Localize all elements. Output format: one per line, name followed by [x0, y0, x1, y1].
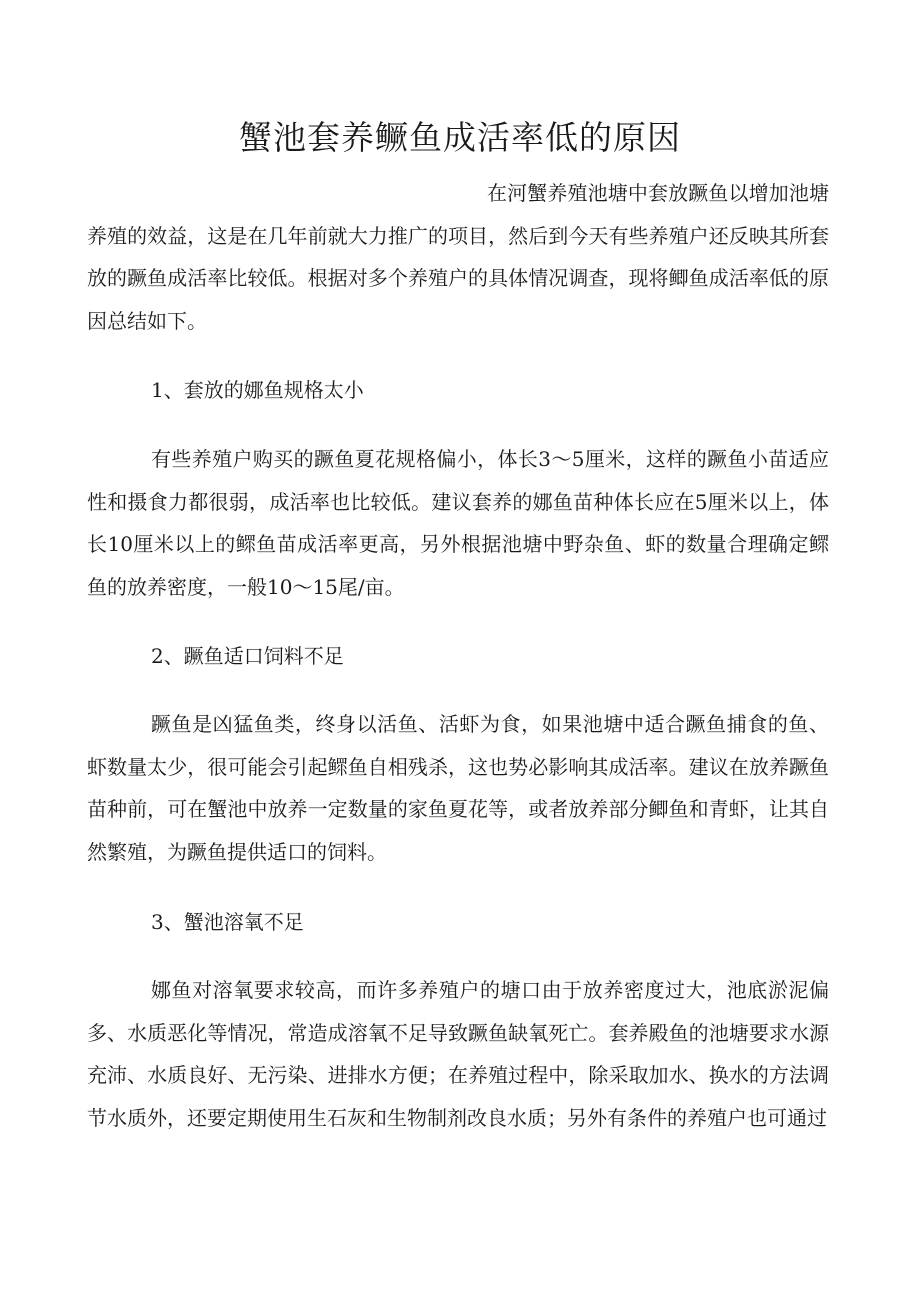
section-paragraph-2: 蹶鱼是凶猛鱼类，终身以活鱼、活虾为食，如果池塘中适合蹶鱼捕食的鱼、虾数量太少，很可能会引起鳏鱼自相残杀，这也势必影响其成活率。建议在放养蹶鱼苗种前，可在蟹池中放养一定数量的家鱼夏花等，或者放养部分鲫鱼和青虾，让其自然繁殖，为蹶鱼提供适口的饲料。 [87, 712, 829, 864]
document-title: 蟹池套养鳜鱼成活率低的原因 [239, 118, 681, 157]
section-heading-2: 2、蹶鱼适口饲料不足 [151, 644, 344, 668]
section-heading-3: 3、蟹池溶氧不足 [151, 910, 304, 934]
section-paragraph-3: 娜鱼对溶氧要求较高，而许多养殖户的塘口由于放养密度过大，池底淤泥偏多、水质恶化等情况，常造成溶氧不足导致蹶鱼缺氧死亡。套养殿鱼的池塘要求水源充沛、水质良好、无污染、进排水方便；在养殖过程中，除采取加水、换水的方法调节水质外，还要定期使用生石灰和生物制剂改良水质；另外有条件的养殖户也可通过 [87, 978, 829, 1130]
section-paragraph-1: 有些养殖户购买的蹶鱼夏花规格偏小，体长3～5厘米，这样的蹶鱼小苗适应性和摄食力都很弱，成活率也比较低。建议套养的娜鱼苗种体长应在5厘米以上，体长10厘米以上的鳏鱼苗成活率更高，另外根据池塘中野杂鱼、虾的数量合理确定鳏鱼的放养密度，一般10～15尾/亩。 [87, 447, 829, 599]
intro-paragraph: 在河蟹养殖池塘中套放蹶鱼以增加池塘养殖的效益，这是在几年前就大力推广的项目，然后到今天有些养殖户还反映其所套放的蹶鱼成活率比较低。根据对多个养殖户的具体情况调查，现将鲫鱼成活率低的原因总结如下。 [87, 181, 829, 333]
section-heading-1: 1、套放的娜鱼规格太小 [151, 378, 364, 402]
